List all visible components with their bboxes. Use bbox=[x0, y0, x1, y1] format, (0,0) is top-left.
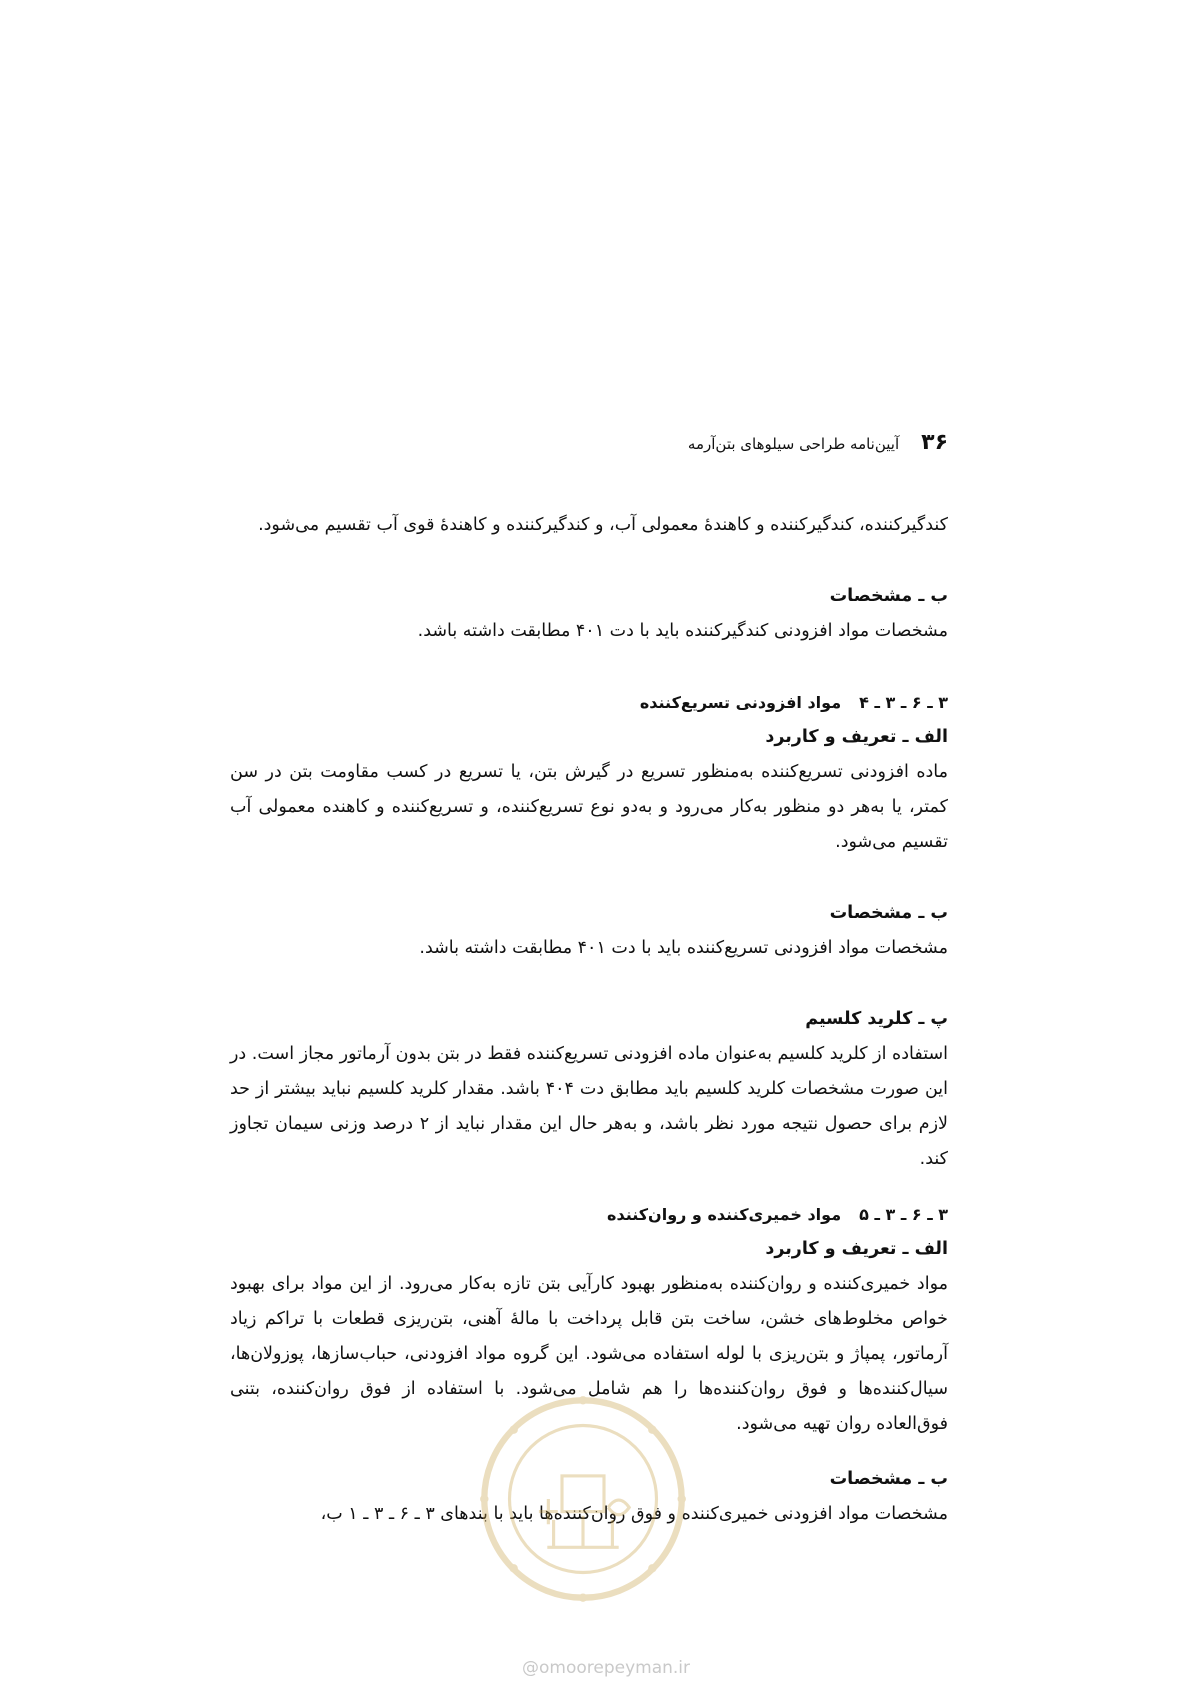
running-header bbox=[460, 430, 948, 455]
calcium-chloride-paragraph: استفاده از کلرید کلسیم به‌عنوان ماده افزودنی تسریع‌کننده فقط در بتن بدون آرماتور مجاز است. در این صورت مشخصات کلرید کلسیم باید مطابق دت ۴۰۴ باشد. مقدار کلرید کلسیم نباید بیشتر از حد لازم برای حصول نتیجه مورد نظر باشد، و به‌هر حال این مقدار نباید از ۲ درصد وزنی سیمان تجاوز کند. bbox=[229, 1044, 948, 1169]
section-number: ۳ ـ ۶ ـ ۳ ـ ۵ bbox=[859, 1205, 948, 1224]
calcium-chloride-heading: پ ـ کلرید کلسیم bbox=[805, 1009, 948, 1029]
specifications-paragraph: مشخصات مواد افزودنی تسریع‌کننده باید با دت ۴۰۱ مطابقت داشته باشد. bbox=[419, 938, 948, 958]
specifications-heading: ب ـ مشخصات bbox=[829, 903, 948, 923]
section-heading-plasticizers bbox=[230, 1197, 948, 1232]
definition-paragraph: ماده افزودنی تسریع‌کننده به‌منظور تسریع در گیرش بتن، یا تسریع در کسب مقاومت بتن در سن کمتر، یا به‌هر دو منظور به‌کار می‌رود و به‌دو نوع تسریع‌کننده، و تسریع‌کننده و کاهنده معمولی آب تقسیم می‌شود. bbox=[230, 762, 948, 852]
watermark-url: @omoorepeyman.ir bbox=[521, 1658, 691, 1678]
specifications-paragraph: مشخصات مواد افزودنی خمیری‌کننده و فوق روان‌کننده‌ها باید با بندهای ۳ ـ ۶ ـ ۳ ـ ۱ ب، bbox=[320, 1504, 948, 1524]
specifications-heading: ب ـ مشخصات bbox=[829, 586, 948, 606]
specifications-paragraph: مشخصات مواد افزودنی کندگیرکننده باید با دت ۴۰۱ مطابقت داشته باشد. bbox=[417, 621, 948, 641]
page-number: ۳۶ bbox=[921, 430, 948, 455]
intro-paragraph: کندگیرکننده، کندگیرکننده و کاهندهٔ معمولی آب، و کندگیرکننده و کاهندهٔ قوی آب تقسیم می‌شود. bbox=[258, 515, 948, 535]
running-title: آیین‌نامه طراحی سیلوهای بتن‌آرمه bbox=[687, 435, 900, 453]
section-title: مواد خمیری‌کننده و روان‌کننده bbox=[607, 1205, 842, 1224]
definition-heading: الف ـ تعریف و کاربرد bbox=[765, 727, 948, 747]
definition-paragraph: مواد خمیری‌کننده و روان‌کننده به‌منظور بهبود کارآیی بتن تازه به‌کار می‌رود. از این مواد برای بهبود خواص مخلوط‌های خشن، ساخت بتن قابل پرداخت با مالهٔ آهنی، بتن‌ریزی قطعات با تراکم زیاد آرماتور، پمپاژ و بتن‌ریزی با لوله استفاده می‌شود. این گروه مواد افزودنی، حباب‌سازها، پوزولان‌ها، سیال‌کننده‌ها و فوق روان‌کننده‌ها را هم شامل می‌شود. با استفاده از فوق روان‌کننده، بتنی فوق‌العاده روان تهیه می‌شود. bbox=[230, 1274, 948, 1434]
specifications-heading: ب ـ مشخصات bbox=[829, 1469, 948, 1489]
section-number: ۳ ـ ۶ ـ ۳ ـ ۴ bbox=[859, 693, 948, 712]
body-text bbox=[230, 508, 948, 1532]
section-title: مواد افزودنی تسریع‌کننده bbox=[639, 693, 842, 712]
section-heading-accelerators bbox=[230, 685, 948, 720]
definition-heading: الف ـ تعریف و کاربرد bbox=[765, 1239, 948, 1259]
seal-logo-icon bbox=[478, 1394, 688, 1604]
